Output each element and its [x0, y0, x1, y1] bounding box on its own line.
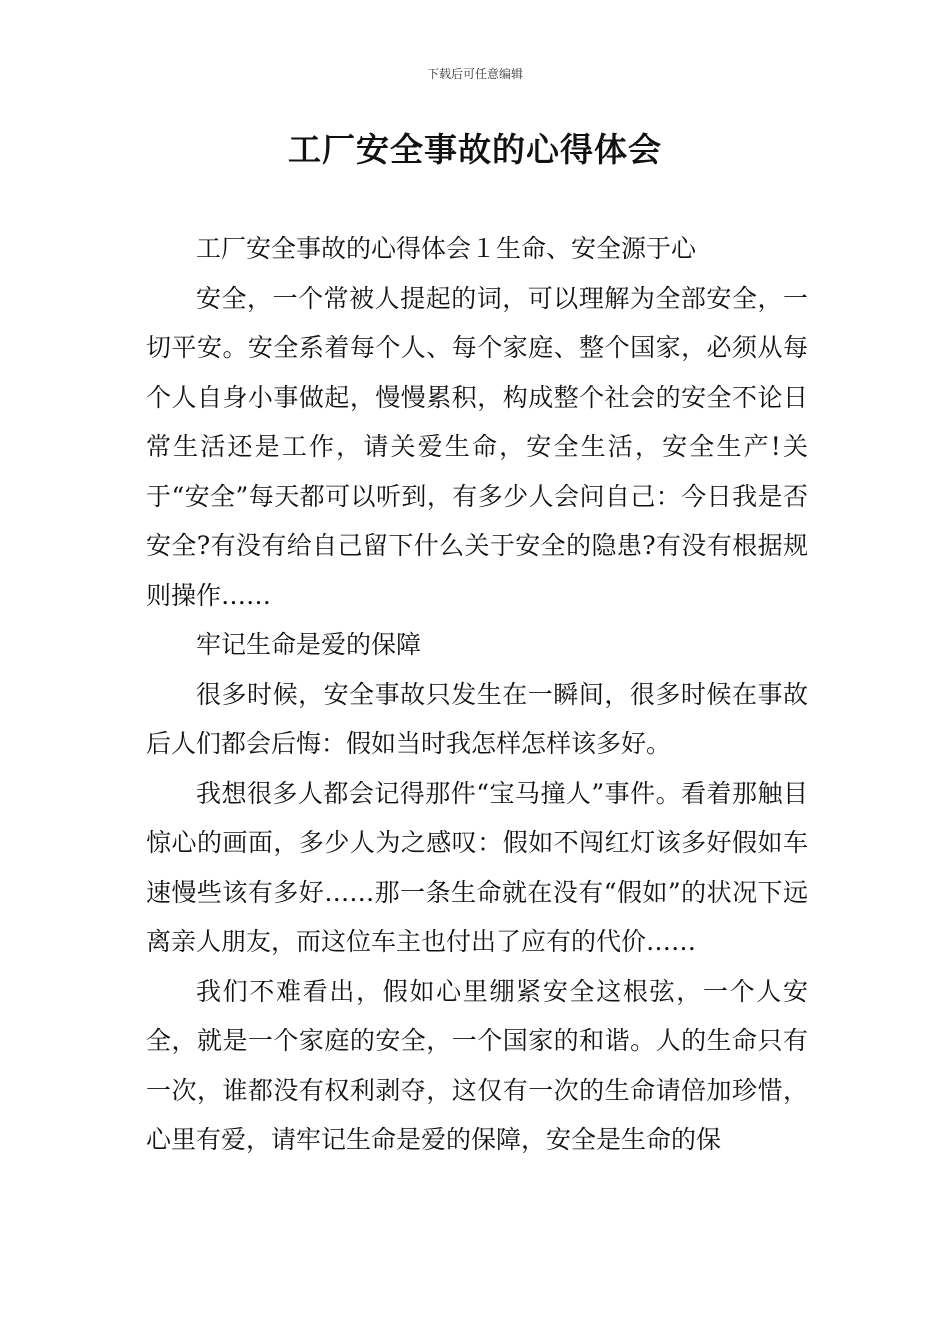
document-body [146, 224, 808, 1165]
paragraph-bmw-incident: 我想很多人都会记得那件“宝马撞人”事件。看着那触目惊心的画面，多少人为之感叹：假如不闯红灯该多好假如车速慢些该有多好……那一条生命就在没有“假如”的状况下远离亲人朋友，而这位车主也付出了应有的代价…… [146, 778, 808, 956]
document-title: 工厂安全事故的心得体会 [288, 130, 662, 169]
paragraph-heading-life: 牢记生命是爱的保障 [196, 630, 422, 659]
paragraph-conclusion: 我们不难看出，假如心里绷紧安全这根弦，一个人安全，就是一个家庭的安全，一个国家的和谐。人的生命只有一次，谁都没有权利剥夺，这仅有一次的生命请倍加珍惜，心里有爱，请牢记生命是爱的保障，安全是生命的保 [146, 976, 808, 1154]
paragraph-accident-moment: 很多时候，安全事故只发生在一瞬间，很多时候在事故后人们都会后悔：假如当时我怎样怎样该多好。 [146, 679, 808, 758]
paragraph-safety-intro: 安全，一个常被人提起的词，可以理解为全部安全，一切平安。安全系着每个人、每个家庭、整个国家，必须从每个人自身小事做起，慢慢累积，构成整个社会的安全不论日常生活还是工作，请关爱生命，安全生活，安全生产!关于“安全”每天都可以听到，有多少人会问自己：今日我是否安全?有没有给自己留下什么关于安全的隐患?有没有根据规则操作…… [146, 283, 808, 610]
header-note: 下载后可任意编辑 [426, 67, 523, 81]
paragraph-subtitle: 工厂安全事故的心得体会１生命、安全源于心 [196, 234, 697, 263]
